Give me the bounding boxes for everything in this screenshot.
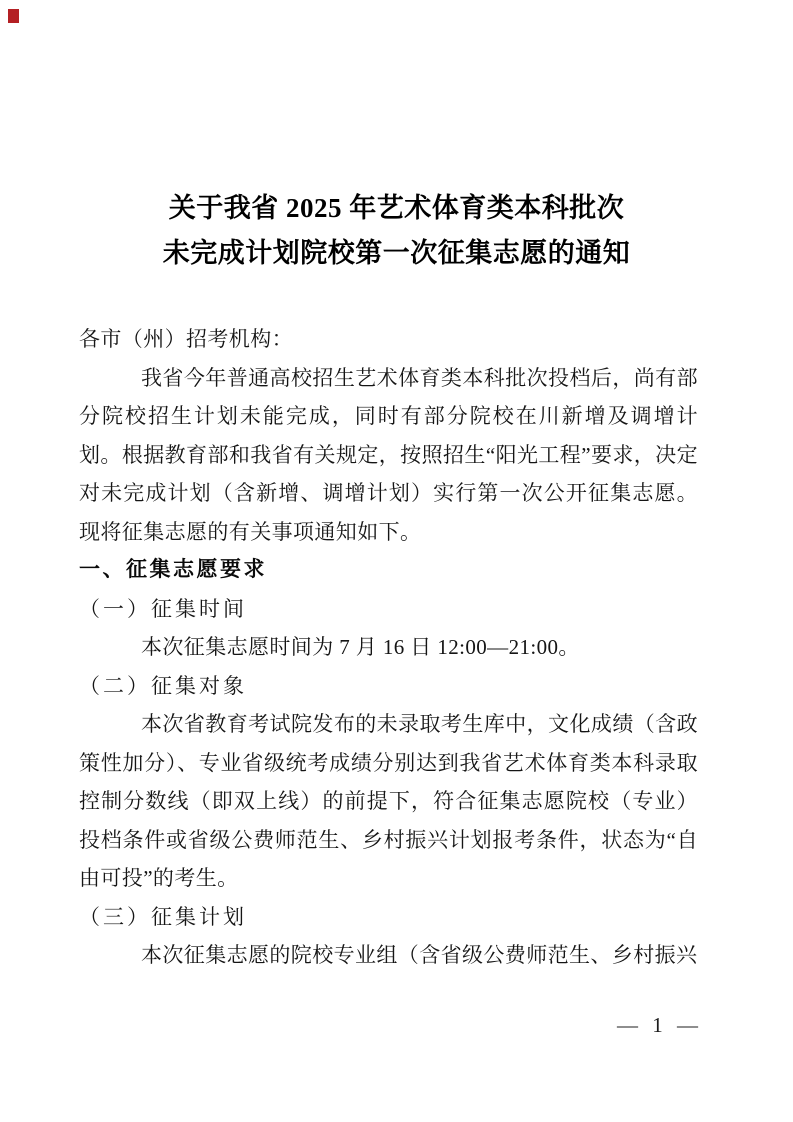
document-body xyxy=(79,320,698,975)
section-1-heading: 一、征集志愿要求 xyxy=(79,558,267,581)
red-corner-mark xyxy=(8,9,19,23)
title-line-2: 未完成计划院校第一次征集志愿的通知 xyxy=(162,238,631,268)
page-number: — 1 — xyxy=(617,1013,698,1037)
document-title xyxy=(0,186,793,276)
title-line-1: 关于我省 2025 年艺术体育类本科批次 xyxy=(168,193,625,223)
collection-time-paragraph: 本次征集志愿时间为 7 月 16 日 12:00—21:00。 xyxy=(141,635,580,659)
intro-paragraph: 我省今年普通高校招生艺术体育类本科批次投档后，尚有部分院校招生计划未能完成，同时有部分院校在川新增及调增计划。根据教育部和我省有关规定，按照招生“阳光工程”要求，决定对未完成计划（含新增、调增计划）实行第一次公开征集志愿。现将征集志愿的有关事项通知如下。 xyxy=(79,365,698,544)
salutation-line: 各市（州）招考机构： xyxy=(79,327,293,351)
section-1-sub-1-heading: （一）征集时间 xyxy=(79,596,247,621)
section-1-sub-2-heading: （二）征集对象 xyxy=(79,673,247,698)
collection-plan-paragraph: 本次征集志愿的院校专业组（含省级公费师范生、乡村振兴 xyxy=(141,943,698,967)
section-1-sub-3-heading: （三）征集计划 xyxy=(79,904,247,929)
collection-target-paragraph: 本次省教育考试院发布的未录取考生库中，文化成绩（含政策性加分）、专业省级统考成绩分别达到我省艺术体育类本科录取控制分数线（即双上线）的前提下，符合征集志愿院校（专业）投档条件或省级公费师范生、乡村振兴计划报考条件，状态为“自由可投”的考生。 xyxy=(79,712,698,890)
